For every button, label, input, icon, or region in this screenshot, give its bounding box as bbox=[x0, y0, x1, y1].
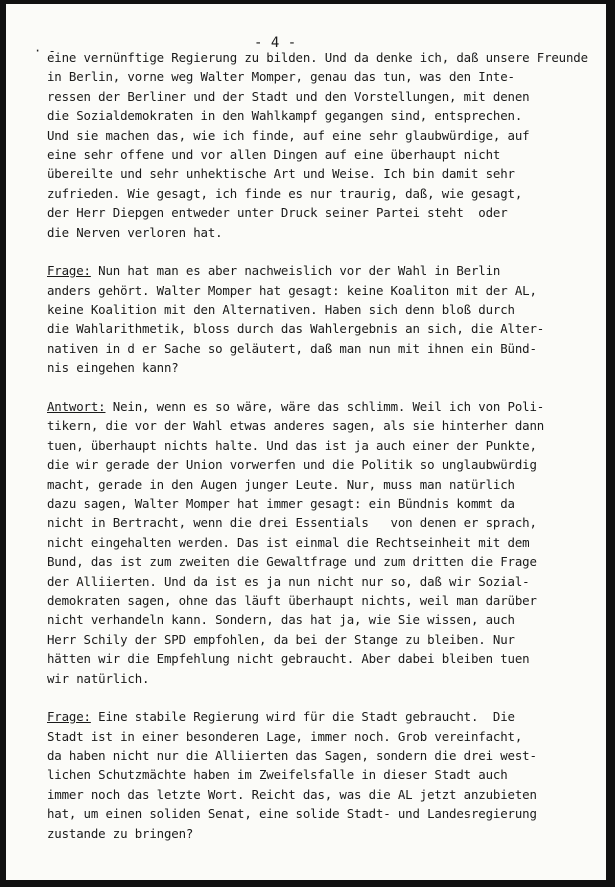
text-line bbox=[47, 300, 587, 319]
text-line bbox=[47, 785, 587, 804]
text-line bbox=[47, 765, 587, 784]
text-line bbox=[47, 106, 587, 125]
line-text: demokraten sagen, ohne das läuft überhaupt nichts, weil man darüber bbox=[47, 592, 537, 608]
paragraph bbox=[47, 397, 587, 688]
text-line bbox=[47, 87, 587, 106]
line-text: hat, um einen soliden Senat, eine solide Stadt- und Landesregierung bbox=[47, 806, 537, 822]
text-line bbox=[47, 339, 587, 358]
text-line bbox=[47, 746, 587, 765]
line-text: lichen Schutzmächte haben im Zweifelsfalle in dieser Stadt auch bbox=[47, 767, 508, 783]
line-text: die wir gerade der Union vorwerfen und die Politik so unglaubwürdig bbox=[47, 457, 537, 473]
line-text: zufrieden. Wie gesagt, ich finde es nur traurig, daß, wie gesagt, bbox=[47, 185, 523, 201]
text-line bbox=[47, 48, 587, 67]
line-text: der Alliierten. Und da ist es ja nun nicht nur so, daß wir Sozial- bbox=[47, 573, 530, 589]
text-line bbox=[47, 824, 587, 843]
text-line bbox=[47, 416, 587, 435]
line-text: nicht eingehalten werden. Das ist einmal die Rechtseinheit mit dem bbox=[47, 534, 530, 550]
text-line bbox=[47, 145, 587, 164]
line-text: in Berlin, vorne weg Walter Momper, genau das tun, was den Inte- bbox=[47, 69, 515, 85]
paragraph bbox=[47, 707, 587, 843]
document-body bbox=[47, 48, 587, 843]
text-line bbox=[47, 610, 587, 629]
text-line bbox=[47, 707, 587, 726]
line-text: tuen, überhaupt nichts halte. Und das ist ja auch einer der Punkte, bbox=[47, 437, 537, 453]
text-line bbox=[47, 184, 587, 203]
document-page bbox=[6, 4, 606, 880]
line-text: immer noch das letzte Wort. Reicht das, was die AL jetzt anzubieten bbox=[47, 786, 537, 802]
line-text: zustande zu bringen? bbox=[47, 825, 194, 841]
text-line bbox=[47, 727, 587, 746]
line-text: nicht in Bertracht, wenn die drei Essentials von denen er sprach, bbox=[47, 515, 537, 531]
line-text: die Wahlarithmetik, bloss durch das Wahlergebnis an sich, die Alter- bbox=[47, 321, 545, 337]
paragraph-gap bbox=[47, 242, 587, 261]
speaker-label: Antwort: bbox=[47, 399, 106, 415]
text-line bbox=[47, 494, 587, 513]
text-line bbox=[47, 591, 587, 610]
line-text: nativen in d er Sache so geläutert, daß man nun mit ihnen ein Bünd- bbox=[47, 340, 537, 356]
text-line bbox=[47, 319, 587, 338]
text-line bbox=[47, 513, 587, 532]
text-line bbox=[47, 475, 587, 494]
edge-marks: · - bbox=[34, 44, 56, 58]
paragraph bbox=[47, 261, 587, 377]
paragraph-gap bbox=[47, 688, 587, 707]
speaker-label: Frage: bbox=[47, 709, 91, 725]
text-line bbox=[47, 67, 587, 86]
line-text: übereilte und sehr unhektische Art und Weise. Ich bin damit sehr bbox=[47, 166, 515, 182]
paragraph bbox=[47, 48, 587, 242]
line-text: nis eingehen kann? bbox=[47, 360, 179, 376]
page-number: - 4 - bbox=[254, 35, 297, 51]
text-line bbox=[47, 203, 587, 222]
line-text: die Nerven verloren hat. bbox=[47, 224, 223, 240]
line-text: dazu sagen, Walter Momper hat immer gesagt: ein Bündnis kommt da bbox=[47, 495, 515, 511]
text-line bbox=[47, 436, 587, 455]
line-text: Eine stabile Regierung wird für die Stadt gebraucht. Die bbox=[90, 709, 515, 725]
text-line bbox=[47, 261, 587, 280]
line-text: keine Koalition mit den Alternativen. Haben sich denn bloß durch bbox=[47, 302, 515, 318]
line-text: anders gehört. Walter Momper hat gesagt: keine Koaliton mit der AL, bbox=[47, 282, 537, 298]
line-text: macht, gerade in den Augen junger Leute. Nur, muss man natürlich bbox=[47, 476, 515, 492]
line-text: nicht verhandeln kann. Sondern, das hat ja, wie Sie wissen, auch bbox=[47, 612, 515, 628]
line-text: Und sie machen das, wie ich finde, auf eine sehr glaubwürdige, auf bbox=[47, 127, 530, 143]
line-text: hätten wir die Empfehlung nicht gebraucht. Aber dabei bleiben tuen bbox=[47, 651, 530, 667]
text-line bbox=[47, 630, 587, 649]
text-line bbox=[47, 223, 587, 242]
line-text: Nein, wenn es so wäre, wäre das schlimm. Weil ich von Poli- bbox=[105, 399, 545, 415]
text-line bbox=[47, 126, 587, 145]
line-text: tikern, die vor der Wahl etwas anderes sagen, als sie hinterher dann bbox=[47, 418, 545, 434]
text-line bbox=[47, 804, 587, 823]
line-text: der Herr Diepgen entweder unter Druck seiner Partei steht oder bbox=[47, 205, 508, 221]
text-line bbox=[47, 358, 587, 377]
text-line bbox=[47, 455, 587, 474]
line-text: da haben nicht nur die Alliierten das Sagen, sondern die drei west- bbox=[47, 748, 537, 764]
line-text: Stadt ist in einer besonderen Lage, immer noch. Grob vereinfacht, bbox=[47, 728, 523, 744]
line-text: Bund, das ist zum zweiten die Gewaltfrage und zum dritten die Frage bbox=[47, 554, 537, 570]
line-text: wir natürlich. bbox=[47, 670, 150, 686]
text-line bbox=[47, 533, 587, 552]
line-text: Nun hat man es aber nachweislich vor der Wahl in Berlin bbox=[90, 263, 501, 279]
line-text: eine vernünftige Regierung zu bilden. Und da denke ich, daß unsere Freunde bbox=[47, 50, 588, 65]
text-line bbox=[47, 649, 587, 668]
text-line bbox=[47, 281, 587, 300]
text-line bbox=[47, 572, 587, 591]
line-text: Herr Schily der SPD empfohlen, da bei der Stange zu bleiben. Nur bbox=[47, 631, 515, 647]
text-line bbox=[47, 552, 587, 571]
line-text: ressen der Berliner und der Stadt und den Vorstellungen, mit denen bbox=[47, 88, 530, 104]
line-text: eine sehr offene und vor allen Dingen auf eine überhaupt nicht bbox=[47, 146, 501, 162]
text-line bbox=[47, 164, 587, 183]
line-text: die Sozialdemokraten in den Wahlkampf gegangen sind, entsprechen. bbox=[47, 108, 523, 124]
speaker-label: Frage: bbox=[47, 263, 91, 279]
paragraph-gap bbox=[47, 378, 587, 397]
text-line bbox=[47, 669, 587, 688]
text-line bbox=[47, 397, 587, 416]
